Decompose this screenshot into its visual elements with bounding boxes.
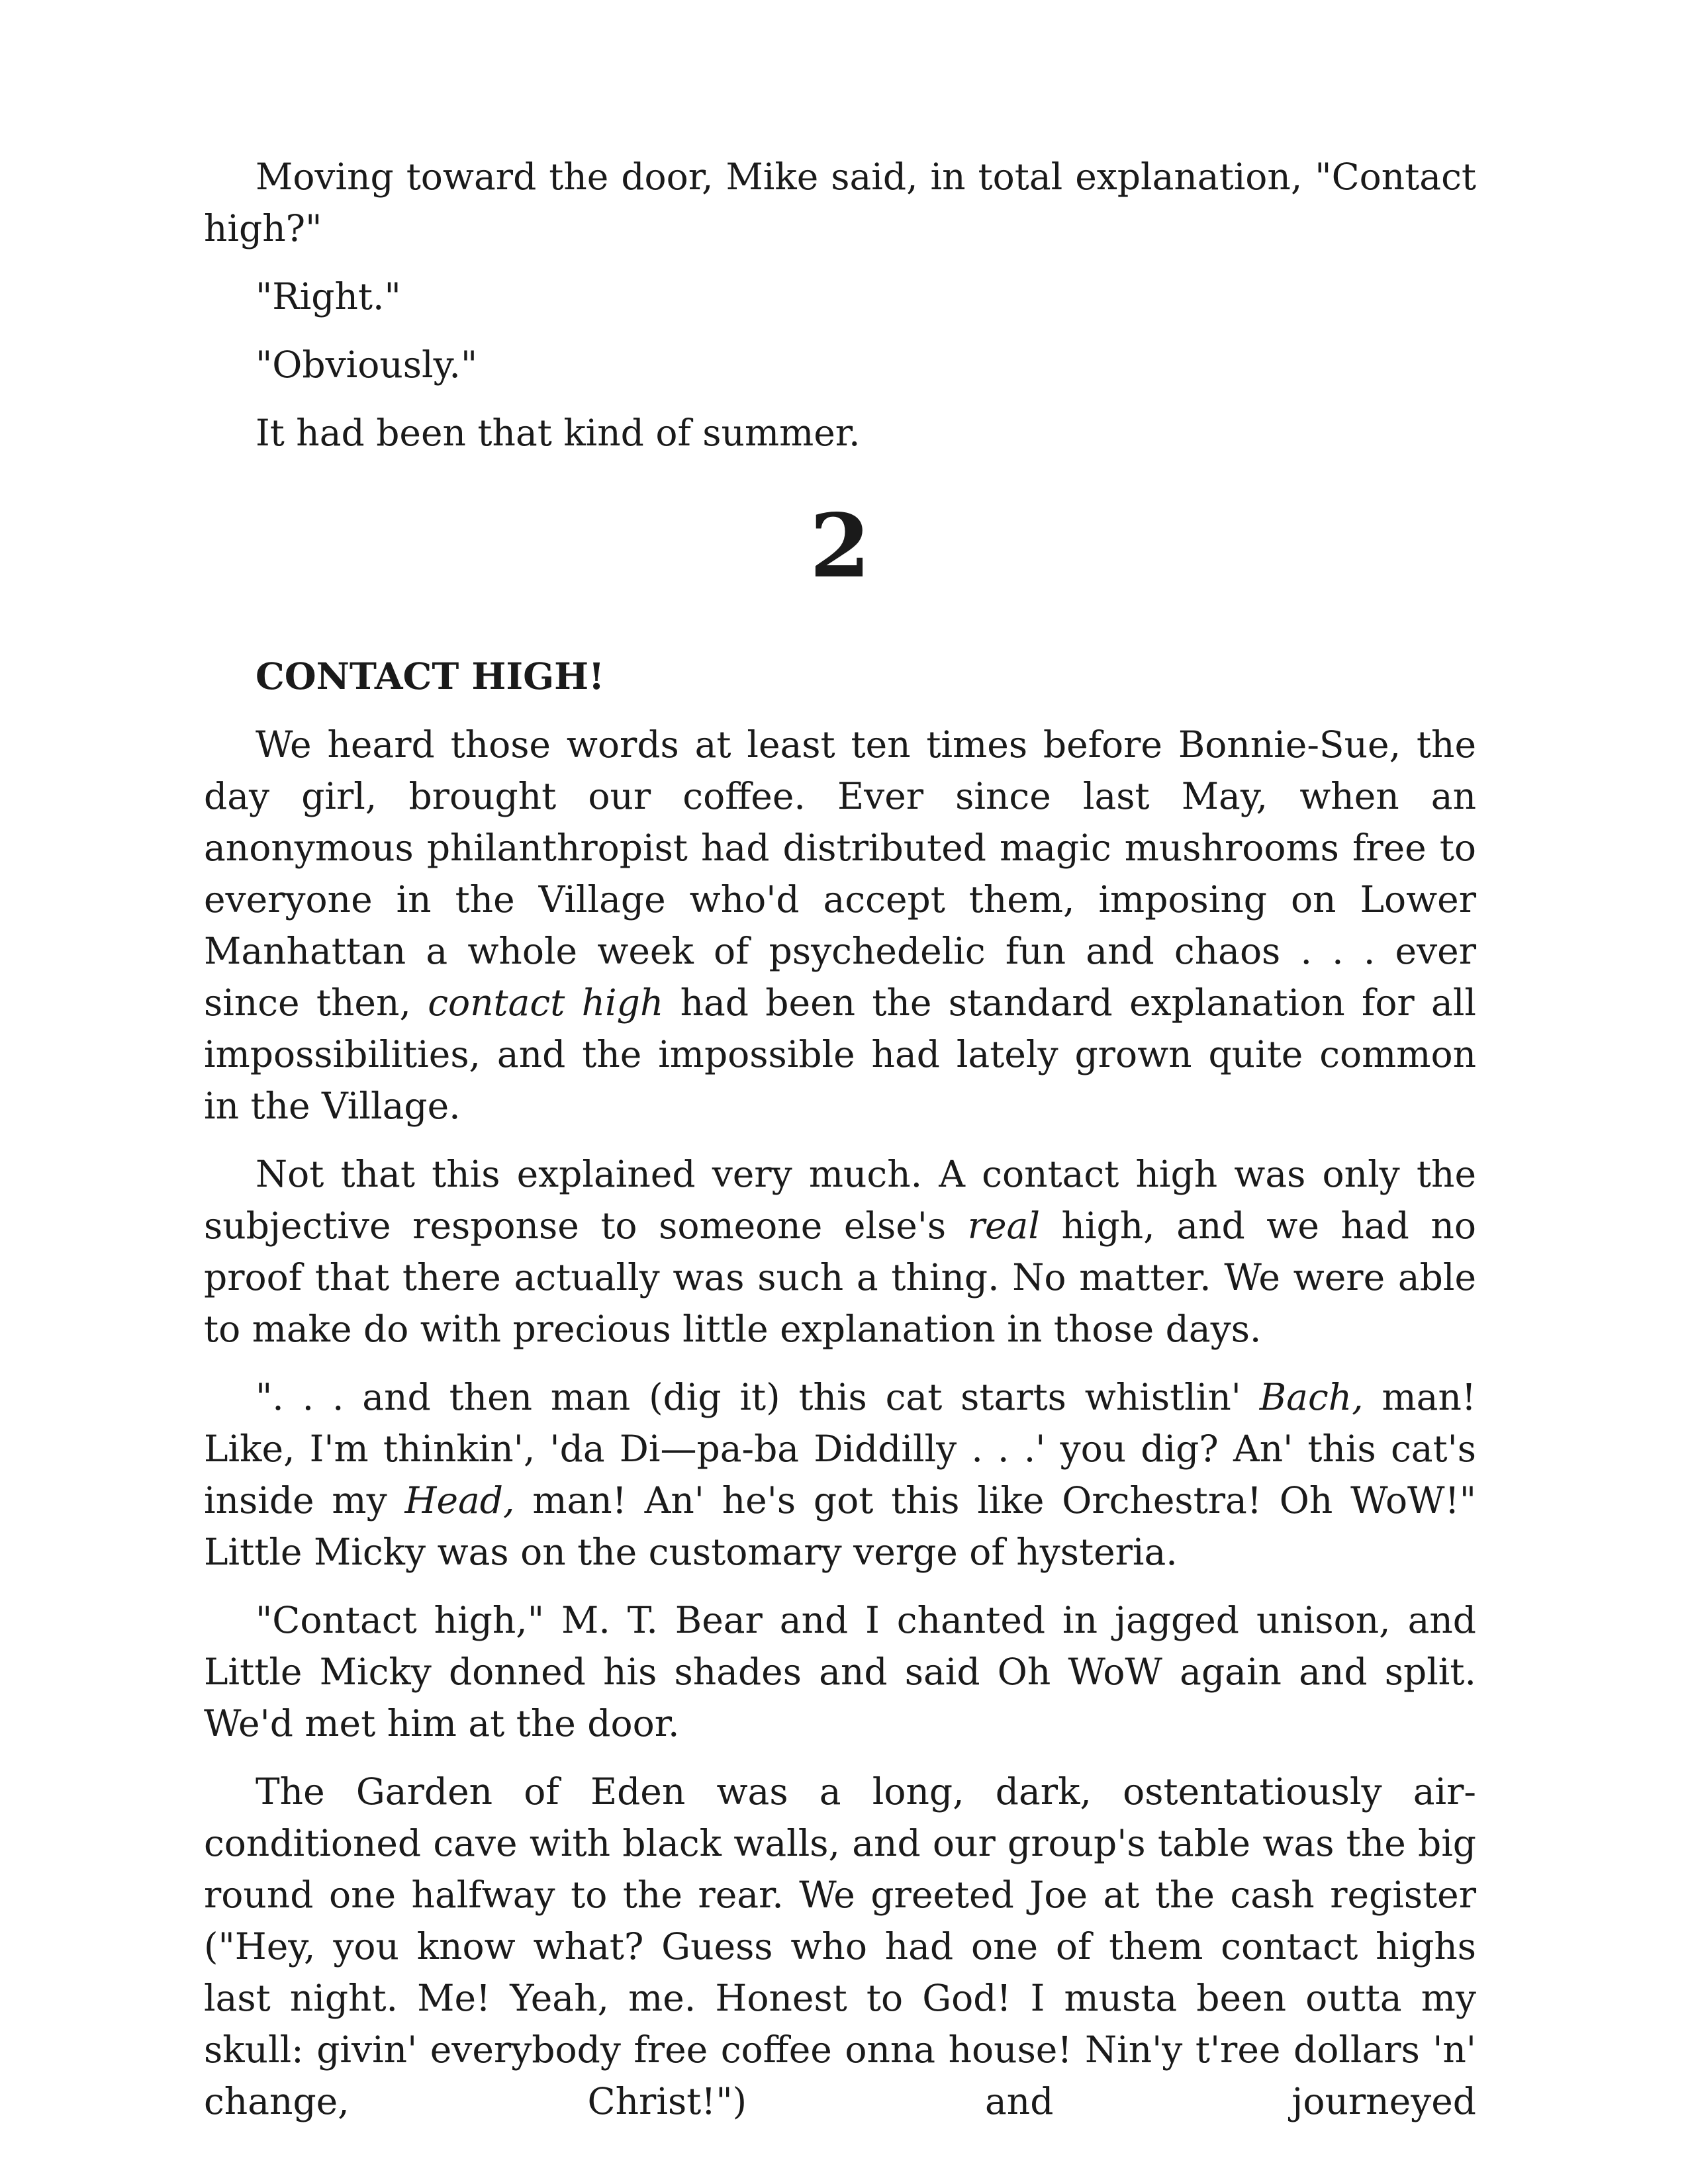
text-run: man! Like, I'm thinkin', 'da Di—pa-ba Diddilly . . .' you dig? An' this cat's inside my: [204, 1376, 1476, 1522]
italic-run: contact high: [428, 981, 664, 1024]
paragraph-garden-of-eden: The Garden of Eden was a long, dark, ostentatiously air-conditioned cave with black walls, and our group's table was the big round one halfway to the rear. We greeted Joe at the cash register ("Hey, you know what? Guess who had one of them contact highs last night. Me! Yeah, me. Honest to God! I musta been outta my skull: givin' everybody free coffee onna house! Nin'y t'ree dollars 'n' change, Christ!") and journeyed: [204, 1770, 1476, 2122]
paragraph-not-that: [204, 1148, 1476, 1355]
text-run: We heard those words at least ten times before Bonnie-Sue, the day girl, brought our coffee. Ever since last May, when an anonymous philanthropist had distributed magic mushrooms free to everyone in the Village who'd accept them, imposing on Lower Manhattan a whole week of psychedelic fun and chaos . . . ever since then,: [204, 723, 1476, 1024]
text-run: had been the standard explanation for all impossibilities, and the impossible had lately grown quite common in the Village.: [204, 981, 1477, 1127]
text-run: ". . . and then man (dig it) this cat starts whistlin': [256, 1376, 1260, 1418]
paragraph-mike-door: Moving toward the door, Mike said, in total explanation, "Contact high?": [204, 156, 1476, 250]
text-run: Not that this explained very much. A contact high was only the subjective response to someone else's: [204, 1153, 1476, 1247]
italic-run: Head,: [404, 1479, 515, 1522]
text-run: high, and we had no proof that there actually was such a thing. No matter. We were able to make do with precious little explanation in those days.: [204, 1205, 1477, 1350]
book-page: [204, 151, 1476, 2144]
paragraph-summer: It had been that kind of summer.: [256, 412, 861, 454]
text-run: man! An' he's got this like Orchestra! Oh WoW!" Little Micky was on the customary verge of hysteria.: [204, 1479, 1476, 1573]
paragraph-contact-high-words: [204, 719, 1476, 1132]
paragraph-obviously: "Obviously.": [256, 343, 478, 386]
italic-run: real: [967, 1205, 1040, 1247]
paragraph-chanted: "Contact high," M. T. Bear and I chanted in jagged unison, and Little Micky donned his shades and said Oh WoW again and split. We'd met him at the door.: [204, 1599, 1476, 1745]
italic-run: Bach,: [1259, 1376, 1364, 1418]
paragraph-right: "Right.": [256, 275, 401, 318]
paragraph-little-micky: [204, 1371, 1476, 1578]
chapter-number: 2: [810, 495, 870, 598]
chapter-heading: CONTACT HIGH!: [256, 655, 605, 698]
